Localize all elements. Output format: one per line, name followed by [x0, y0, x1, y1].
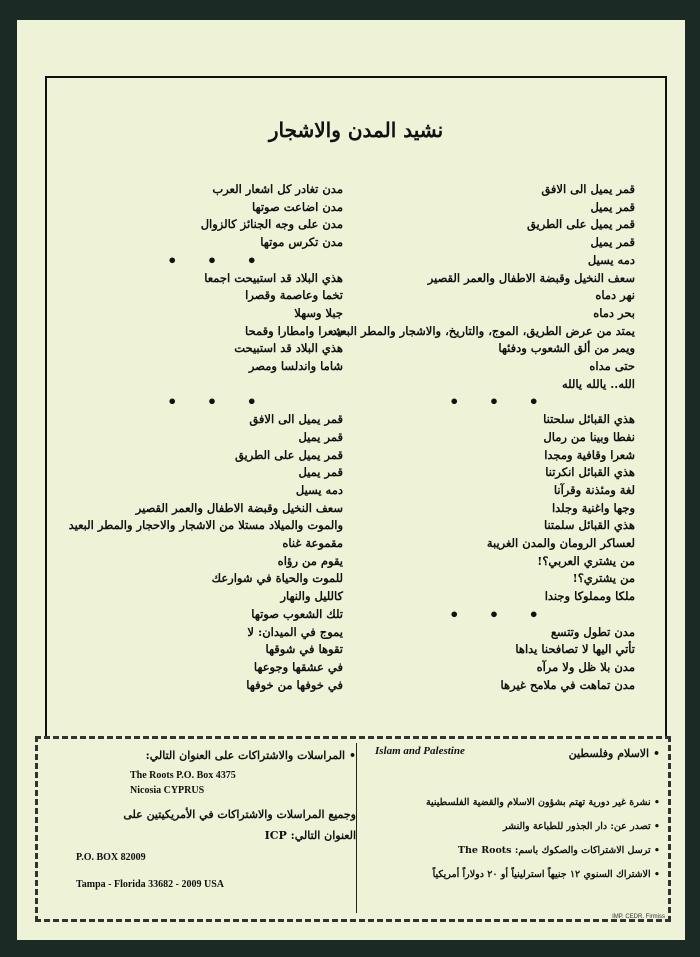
- poem-line: قمر يميل الى الافق: [249, 412, 343, 427]
- poem-line: من يشتري؟!: [572, 571, 635, 586]
- poem-line: لعساكر الرومان والمدن الغريبة: [486, 536, 635, 551]
- poem-line: يقوم من رؤاه: [277, 553, 343, 568]
- poem-line: حتى مداه: [589, 359, 635, 374]
- poem-line: مدن على وجه الجنائز كالزوال: [200, 217, 343, 232]
- poem-line: مدن تماهت في ملامح غيرها: [500, 677, 635, 692]
- poem-line: ويمر من ألق الشعوب ودفئها: [498, 341, 635, 356]
- publication-description: • نشرة غير دورية تهتم بشؤون الاسلام والقضية الفلسطينية: [365, 797, 660, 808]
- americas-note: وجميع المراسلات والاشتراكات في الأمريكيتين على: [123, 808, 356, 821]
- publication-title-ar: • الاسلام وفلسطين: [569, 747, 660, 760]
- poem-line: دمه يسيل: [295, 482, 343, 497]
- poem-line: شعرا وامطارا وقمحا: [245, 323, 343, 338]
- section-divider: • • •: [167, 392, 269, 412]
- poem-line: قمر يميل: [298, 465, 343, 480]
- poem-line: سعف النخيل وقبضة الاطفال والعمر القصير: [135, 500, 343, 515]
- section-divider: • • •: [449, 392, 551, 412]
- poem-line: مدن اضاعت صوتها: [252, 199, 343, 214]
- poem-line: هذي القبائل سلمتنا: [543, 518, 635, 533]
- printer-mark: IMP. CEDR. Firmiss: [612, 914, 665, 920]
- poem-line: جبلا وسهلا: [294, 305, 343, 320]
- spacer: [93, 376, 343, 394]
- poem-line: قمر يميل: [298, 429, 343, 444]
- poem-line: قمر يميل الى الافق: [541, 182, 635, 196]
- publication-title-en: Islam and Palestine: [375, 745, 465, 757]
- correspondence-box: [46, 743, 357, 913]
- poem-line: قمر يميل على الطريق: [526, 217, 635, 232]
- publication-details: [365, 745, 660, 913]
- poem-line: مدن تكرس موتها: [260, 235, 343, 250]
- publication-info-box: [35, 736, 671, 922]
- poem-line: والموت والميلاد مستلا من الاشجار والاحجار والمطر البعيد: [68, 518, 343, 533]
- poem-line: مدن تغادر كل اشعار العرب: [212, 182, 343, 196]
- publisher-line: • تصدر عن: دار الجذور للطباعة والنشر: [365, 821, 660, 832]
- poem-line: نفطا وبينا من رمال: [543, 429, 635, 444]
- correspondence-heading: • المراسلات والاشتراكات على العنوان التالي:: [46, 749, 356, 762]
- poem-line: قمر يميل: [590, 235, 635, 250]
- americas-note: العنوان التالي: ICP: [264, 829, 356, 842]
- poem-line: وجها واغنية وجلدا: [551, 500, 635, 515]
- subscription-price: • الاشتراك السنوي ١٢ جنيهاً استرلينياً أو ٢٠ دولاراً أمريكياً: [365, 869, 660, 880]
- poem-line: نهر دماه: [595, 288, 635, 303]
- poem-line: في عشقها وجوعها: [253, 659, 343, 674]
- page: [17, 20, 685, 940]
- poem-line: يمتد من عرض الطريق، الموج، والتاريخ، والاشجار والمطر البعيد: [331, 323, 635, 338]
- poem-line: كالليل والنهار: [280, 589, 343, 604]
- poem-line: هذي القبائل انكرتنا: [545, 465, 635, 480]
- poem-line: هذي البلاد قد استبيحت: [234, 341, 343, 356]
- poem-line: في خوفها من خوفها: [246, 677, 343, 692]
- poem-line: تلك الشعوب صوتها: [251, 606, 343, 621]
- poem-right-column: [331, 181, 635, 694]
- poem-line: سعف النخيل وقبضة الاطفال والعمر القصير: [427, 270, 635, 285]
- poem-title: نشيد المدن والاشجار: [268, 118, 444, 142]
- poem-line: مدن تطول وتتسع: [550, 624, 635, 639]
- poem-line: تقوها في شوقها: [265, 642, 343, 657]
- poem-line: يموج في الميدان: لا: [247, 624, 343, 639]
- poem-line: مقموعة غناه: [282, 536, 343, 551]
- poem-line: من يشتري العربي؟!: [537, 553, 635, 568]
- poem-line: قمر يميل على الطريق: [234, 447, 343, 462]
- poem-line: لغة ومئذنة وقرآنا: [553, 482, 635, 497]
- section-divider: • • •: [167, 250, 269, 270]
- poem-line: مدن بلا ظل ولا مرآه: [536, 659, 635, 674]
- poem-line: دمه يسيل: [587, 252, 635, 267]
- poem-line: تخما وعاصمة وقصرا: [245, 288, 343, 303]
- poem-line: بحر دماه: [593, 305, 635, 320]
- poem-line: الله.. يالله يالله: [561, 376, 635, 391]
- poem-left-column: [68, 181, 343, 694]
- address-line: Tampa - Florida 33682 - 2009 USA: [76, 879, 224, 890]
- poem-line: قمر يميل: [590, 199, 635, 214]
- poem-line: ملكا ومملوكا وجندا: [544, 589, 635, 604]
- poem-line: شعرا وقافية ومجدا: [544, 447, 635, 462]
- poem-line: تأتي اليها لا تصافحنا يداها: [515, 642, 635, 657]
- address-line: Nicosia CYPRUS: [130, 785, 205, 796]
- poem-line: هذي القبائل سلحتنا: [543, 412, 635, 427]
- address-line: The Roots P.O. Box 4375: [130, 770, 236, 781]
- section-divider: • • •: [449, 604, 551, 624]
- poem-line: للموت والحياة في شوارعك: [211, 571, 343, 586]
- poem-frame: [45, 76, 667, 745]
- address-line: P.O. BOX 82009: [76, 852, 146, 863]
- poem-line: شاما واندلسا ومصر: [248, 359, 343, 374]
- poem-line: هذي البلاد قد استبيحت اجمعا: [204, 270, 343, 285]
- subscription-payee: • ترسل الاشتراكات والصكوك باسم: The Roots: [365, 845, 660, 856]
